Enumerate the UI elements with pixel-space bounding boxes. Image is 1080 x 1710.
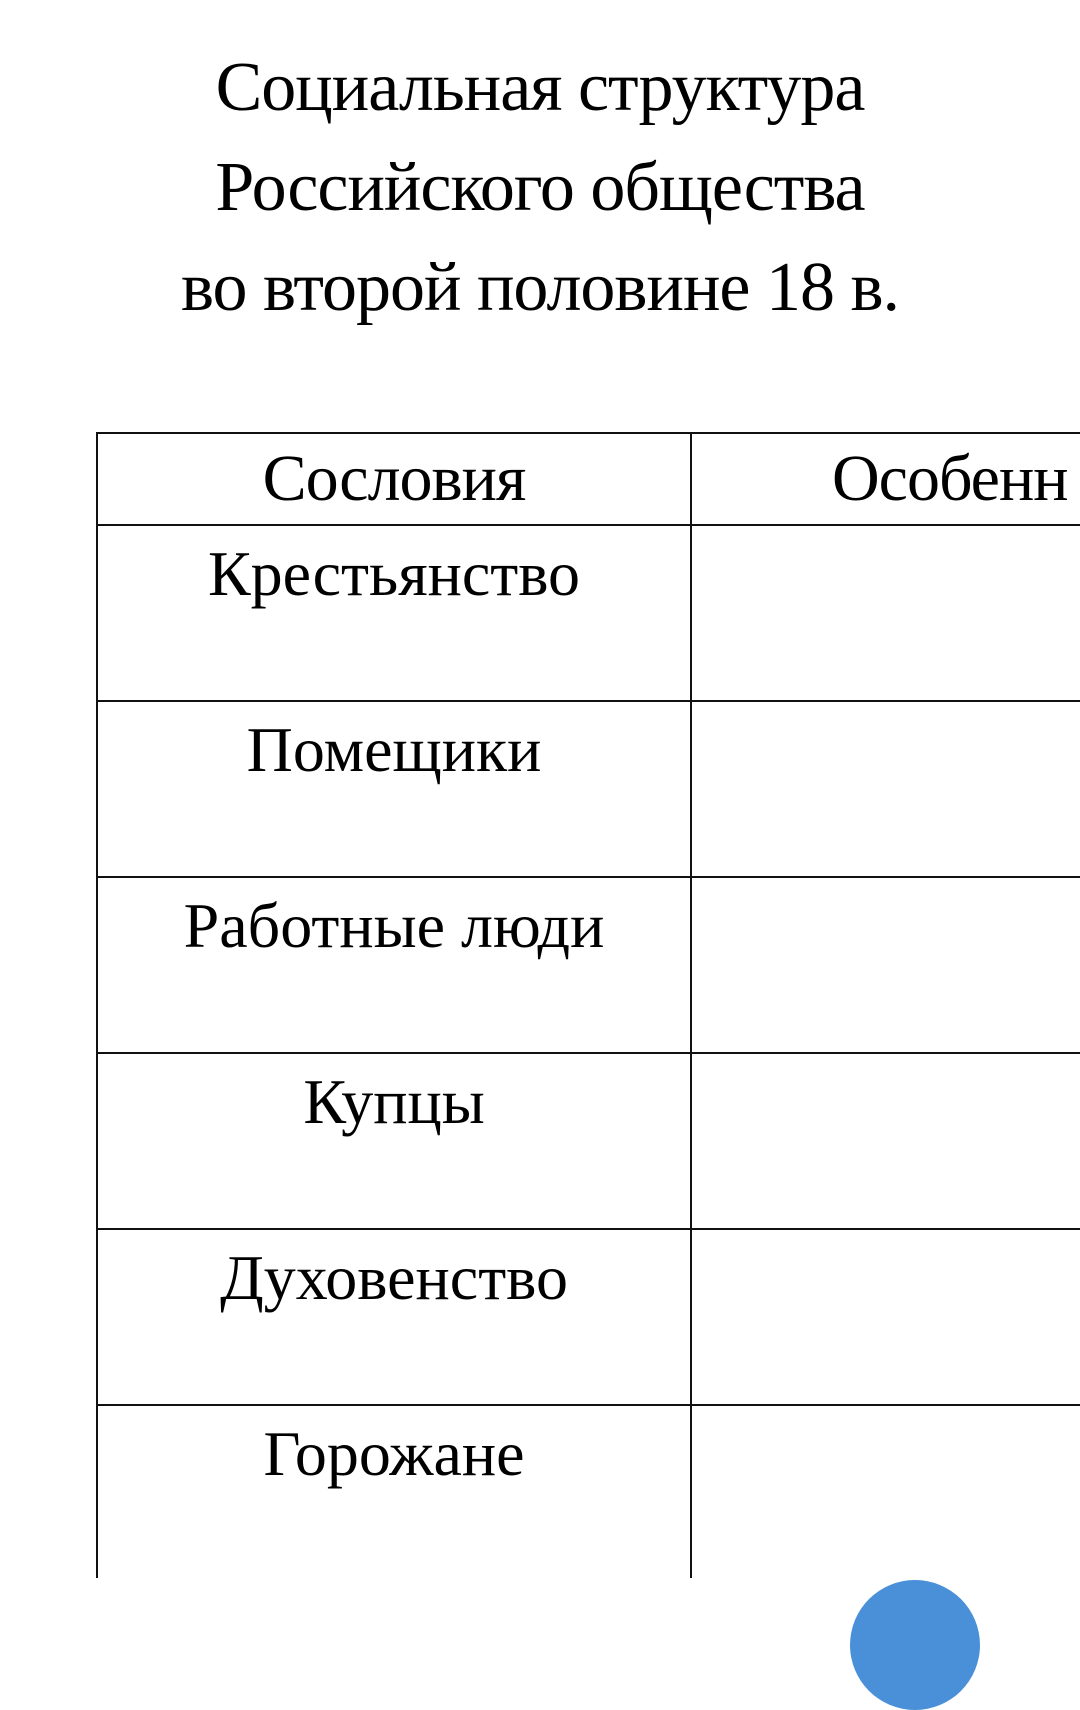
table-row bbox=[97, 525, 1080, 701]
table-row bbox=[97, 1229, 1080, 1405]
estate-cell: Помещики bbox=[97, 701, 691, 877]
estate-cell: Горожане bbox=[97, 1405, 691, 1578]
estate-cell: Духовенство bbox=[97, 1229, 691, 1405]
title-line-3: во второй половине 18 в. bbox=[180, 249, 900, 326]
features-cell[interactable] bbox=[691, 1229, 1080, 1405]
table-row bbox=[97, 1405, 1080, 1578]
table-row bbox=[97, 701, 1080, 877]
features-cell[interactable] bbox=[691, 701, 1080, 877]
table-row bbox=[97, 877, 1080, 1053]
estates-table bbox=[96, 432, 1080, 1578]
features-cell[interactable] bbox=[691, 877, 1080, 1053]
estate-cell: Работные люди bbox=[97, 877, 691, 1053]
header-estates: Сословия bbox=[97, 433, 691, 525]
estate-cell: Крестьянство bbox=[97, 525, 691, 701]
title-line-2: Российского общества bbox=[215, 149, 865, 226]
estates-table-container bbox=[96, 432, 1080, 1578]
table-row bbox=[97, 1053, 1080, 1229]
page-title bbox=[0, 38, 1080, 338]
estate-cell: Купцы bbox=[97, 1053, 691, 1229]
header-features: Особенн bbox=[691, 433, 1080, 525]
features-cell[interactable] bbox=[691, 1053, 1080, 1229]
floating-action-button[interactable] bbox=[850, 1580, 980, 1710]
table-header-row bbox=[97, 433, 1080, 525]
features-cell[interactable] bbox=[691, 525, 1080, 701]
title-line-1: Социальная структура bbox=[215, 49, 865, 126]
features-cell[interactable] bbox=[691, 1405, 1080, 1578]
